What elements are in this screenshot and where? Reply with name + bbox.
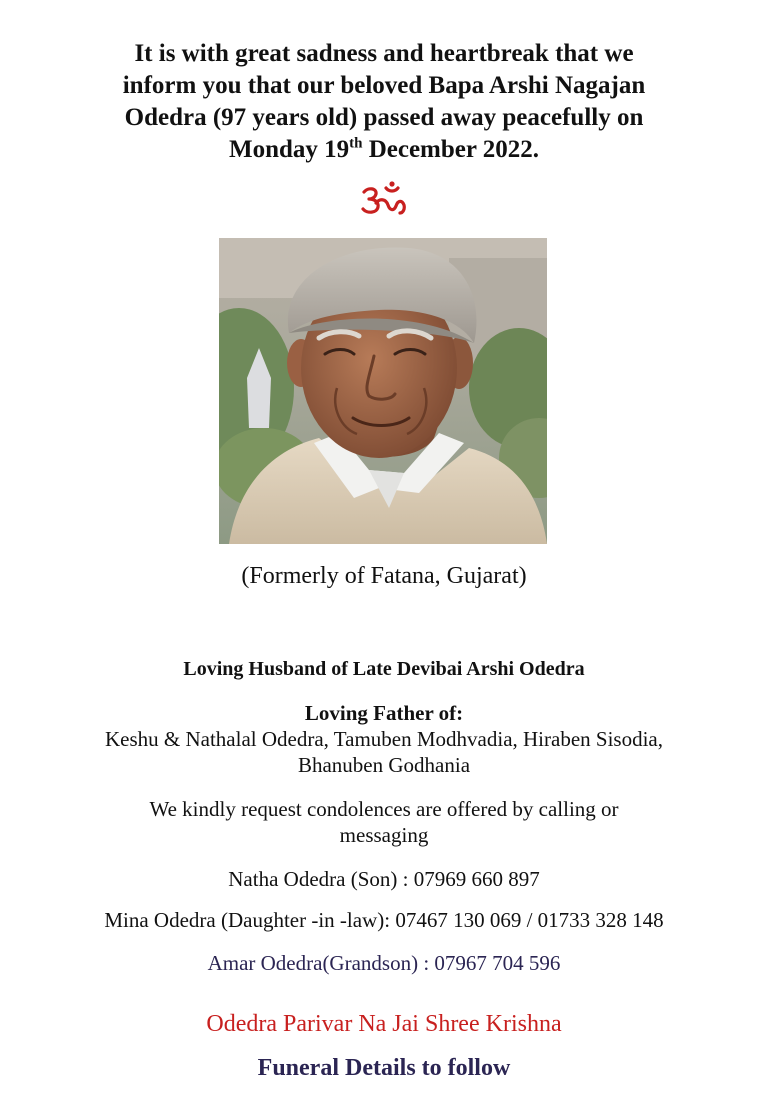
loving-father-heading: Loving Father of: [304, 701, 464, 725]
contact-grandson: Amar Odedra(Grandson) : 07967 704 596 [207, 951, 561, 975]
contact-son: Natha Odedra (Son) : 07969 660 897 [228, 867, 540, 891]
announcement-text [60, 38, 708, 166]
children-line-1: Keshu & Nathalal Odedra, Tamuben Modhvadia, Hiraben Sisodia, [104, 727, 663, 751]
announcement-date-suffix: th [349, 135, 363, 152]
parivar-greeting: Odedra Parivar Na Jai Shree Krishna [206, 1011, 562, 1037]
announcement-date-post: December 2022. [362, 136, 540, 163]
announcement-line-2: inform you that our beloved Bapa Arshi Nagajan [122, 72, 646, 99]
formerly-of-text: (Formerly of Fatana, Gujarat) [241, 563, 527, 589]
announcement-line-1: It is with great sadness and heartbreak that we [134, 40, 634, 67]
condolence-request-line-2: messaging [339, 823, 429, 847]
children-list [40, 726, 728, 778]
announcement-line-4 [60, 134, 708, 166]
loving-husband-text: Loving Husband of Late Devibai Arshi Odedra [183, 658, 585, 680]
announcement-date-pre: Monday 19 [228, 136, 350, 163]
children-line-2: Bhanuben Godhania [297, 753, 471, 777]
om-symbol-icon [334, 178, 434, 218]
condolence-request-line-1: We kindly request condolences are offered by calling or [149, 797, 619, 821]
portrait-photo [219, 238, 547, 544]
condolence-request-text [90, 796, 678, 848]
announcement-line-3: Odedra (97 years old) passed away peacefully on [124, 104, 644, 131]
funeral-details-note: Funeral Details to follow [257, 1055, 511, 1081]
contact-daughter-in-law: Mina Odedra (Daughter -in -law): 07467 130 069 / 01733 328 148 [104, 908, 664, 932]
